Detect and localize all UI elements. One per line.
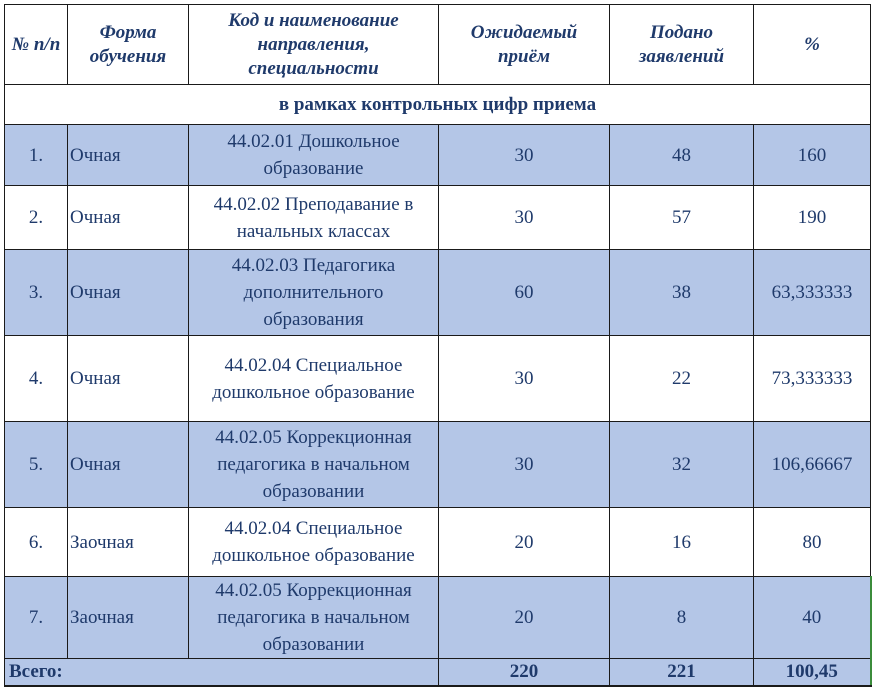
header-form: Форма обучения: [68, 5, 189, 85]
row-percent: 160: [754, 125, 871, 186]
header-expected: Ожидаемый приём: [439, 5, 610, 85]
row-code: 44.02.01 Дошкольное образование: [189, 125, 439, 186]
table-row: [5, 508, 871, 577]
row-code: 44.02.04 Специальное дошкольное образование: [189, 508, 439, 577]
table-row: [5, 186, 871, 250]
row-submitted: 48: [610, 125, 754, 186]
row-form: Очная: [68, 125, 189, 186]
row-code: 44.02.05 Коррекционная педагогика в начальном образовании: [189, 577, 439, 659]
row-percent: 63,333333: [754, 250, 871, 336]
row-code: 44.02.05 Коррекционная педагогика в начальном образовании: [189, 422, 439, 508]
row-submitted: 22: [610, 336, 754, 422]
header-submitted: Подано заявлений: [610, 5, 754, 85]
row-expected: 30: [439, 186, 610, 250]
row-num: 2.: [5, 186, 68, 250]
table-row: [5, 250, 871, 336]
row-form: Очная: [68, 422, 189, 508]
header-code: Код и наименование направления, специальности: [189, 5, 439, 85]
row-form: Очная: [68, 336, 189, 422]
section-title: в рамках контрольных цифр приема: [5, 85, 871, 125]
row-submitted: 38: [610, 250, 754, 336]
admission-table: [4, 4, 872, 687]
row-code: 44.02.03 Педагогика дополнительного образования: [189, 250, 439, 336]
row-num: 7.: [5, 577, 68, 659]
row-form: Очная: [68, 250, 189, 336]
row-percent: 106,66667: [754, 422, 871, 508]
row-form: Заочная: [68, 577, 189, 659]
row-submitted: 16: [610, 508, 754, 577]
header-row: [5, 5, 871, 85]
row-percent: 40: [754, 577, 871, 659]
header-percent: %: [754, 5, 871, 85]
section-row: [5, 85, 871, 125]
row-num: 5.: [5, 422, 68, 508]
row-num: 4.: [5, 336, 68, 422]
row-num: 3.: [5, 250, 68, 336]
row-expected: 30: [439, 422, 610, 508]
total-submitted: 221: [610, 659, 754, 687]
row-num: 1.: [5, 125, 68, 186]
row-expected: 20: [439, 508, 610, 577]
row-submitted: 8: [610, 577, 754, 659]
table-row: [5, 336, 871, 422]
total-row: [5, 659, 871, 687]
total-percent: 100,45: [754, 659, 871, 687]
row-expected: 20: [439, 577, 610, 659]
total-label: Всего:: [5, 659, 439, 687]
row-code: 44.02.02 Преподавание в начальных классах: [189, 186, 439, 250]
table-row: [5, 125, 871, 186]
table-row: [5, 422, 871, 508]
row-form: Заочная: [68, 508, 189, 577]
row-expected: 30: [439, 125, 610, 186]
row-form: Очная: [68, 186, 189, 250]
row-percent: 73,333333: [754, 336, 871, 422]
row-submitted: 57: [610, 186, 754, 250]
row-expected: 60: [439, 250, 610, 336]
row-code: 44.02.04 Специальное дошкольное образование: [189, 336, 439, 422]
table-row: [5, 577, 871, 659]
row-percent: 190: [754, 186, 871, 250]
row-num: 6.: [5, 508, 68, 577]
total-expected: 220: [439, 659, 610, 687]
row-percent: 80: [754, 508, 871, 577]
header-num: № п/п: [5, 5, 68, 85]
row-expected: 30: [439, 336, 610, 422]
row-submitted: 32: [610, 422, 754, 508]
